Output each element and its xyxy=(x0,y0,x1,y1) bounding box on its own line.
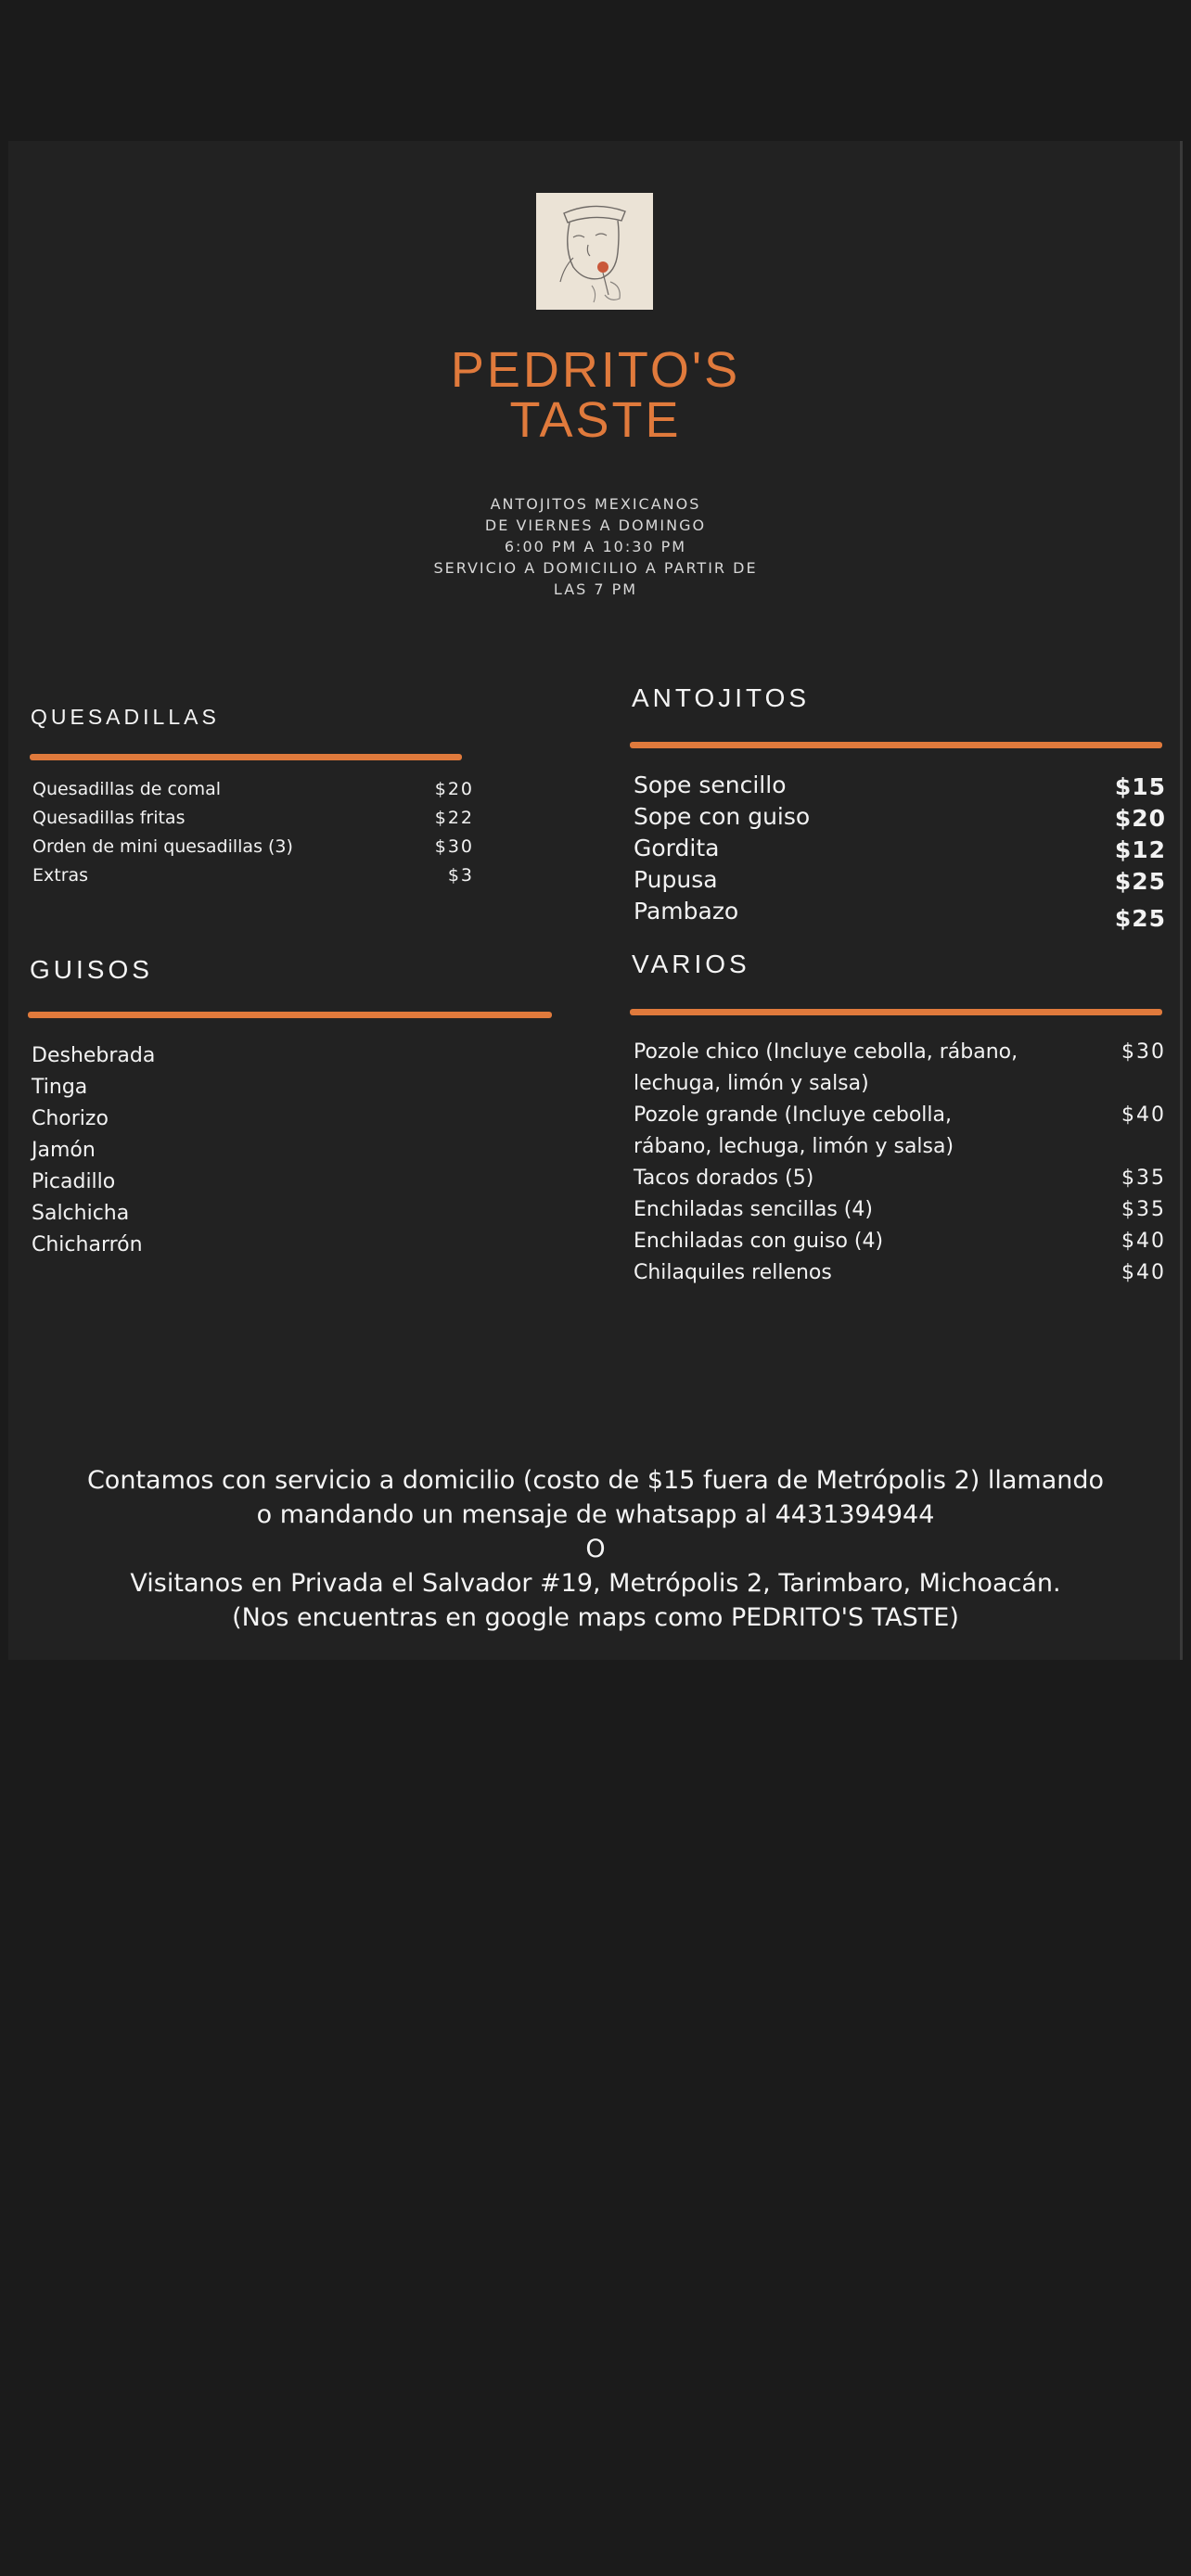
guisos-list xyxy=(32,1044,403,1265)
menu-item xyxy=(634,1037,1166,1100)
menu-item xyxy=(634,1163,1166,1194)
guisos-divider xyxy=(28,1012,552,1018)
footer-line: Visitanos en Privada el Salvador #19, Metrópolis 2, Tarimbaro, Michoacán. xyxy=(130,1569,1061,1598)
varios-title: VARIOS xyxy=(632,950,750,978)
footer-line: O xyxy=(585,1535,606,1563)
item-name: Pozole grande (Incluye cebolla, rábano, lechuga, limón y salsa) xyxy=(634,1103,954,1158)
item-price: $25 xyxy=(1114,868,1166,895)
item-name: Pupusa xyxy=(634,866,718,893)
item-name: Pambazo xyxy=(634,898,739,925)
info-line: 6:00 PM A 10:30 PM xyxy=(504,538,687,555)
menu-item xyxy=(32,808,474,836)
menu-item xyxy=(634,1257,1166,1289)
list-item: Tinga xyxy=(32,1076,88,1099)
list-item: Deshebrada xyxy=(32,1044,156,1067)
quesadillas-list xyxy=(32,779,474,894)
delivery-info xyxy=(8,1463,1183,1635)
guisos-title: GUISOS xyxy=(30,955,153,984)
list-item: Picadillo xyxy=(32,1170,116,1193)
menu-item xyxy=(634,898,1166,932)
info-line: LAS 7 PM xyxy=(553,580,638,598)
menu-item xyxy=(634,1194,1166,1226)
antojitos-divider xyxy=(630,742,1162,748)
item-price: $25 xyxy=(1114,905,1166,932)
logo-illustration xyxy=(536,193,653,310)
list-item: Chicharrón xyxy=(32,1233,143,1256)
item-price: $22 xyxy=(434,808,474,828)
item-price: $20 xyxy=(1114,805,1166,832)
item-price: $15 xyxy=(1114,773,1166,800)
antojitos-title: ANTOJITOS xyxy=(632,683,811,712)
list-item: Jamón xyxy=(32,1139,96,1162)
brand-name xyxy=(8,342,1183,448)
info-line: DE VIERNES A DOMINGO xyxy=(484,516,707,534)
list-item: Chorizo xyxy=(32,1107,109,1130)
footer-line: Contamos con servicio a domicilio (costo de $15 fuera de Metrópolis 2) llamando xyxy=(86,1466,1105,1495)
menu-item xyxy=(634,1100,1166,1163)
menu-item xyxy=(634,772,1166,803)
item-name: Extras xyxy=(32,865,89,886)
item-name: Enchiladas sencillas (4) xyxy=(634,1198,873,1221)
item-price: $3 xyxy=(447,865,474,886)
item-name: Orden de mini quesadillas (3) xyxy=(32,836,293,857)
info-line: SERVICIO A DOMICILIO A PARTIR DE xyxy=(433,559,758,577)
item-name: Pozole chico (Incluye cebolla, rábano, lechuga, limón y salsa) xyxy=(634,1040,1018,1095)
list-item: Salchicha xyxy=(32,1202,130,1225)
menu-item xyxy=(32,779,474,808)
item-price: $35 xyxy=(1121,1167,1166,1190)
item-name: Quesadillas fritas xyxy=(32,808,186,828)
item-name: Enchiladas con guiso (4) xyxy=(634,1230,884,1253)
menu-item xyxy=(634,866,1166,898)
item-price: $40 xyxy=(1121,1261,1166,1284)
varios-list xyxy=(634,1037,1166,1289)
menu-card xyxy=(8,141,1183,1660)
menu-item xyxy=(32,865,474,894)
antojitos-list xyxy=(634,772,1166,932)
footer-line: (Nos encuentras en google maps como PEDRITO'S TASTE) xyxy=(232,1603,959,1632)
item-name: Gordita xyxy=(634,835,720,861)
varios-divider xyxy=(630,1009,1162,1015)
quesadillas-divider xyxy=(30,754,462,760)
menu-item xyxy=(634,803,1166,835)
item-price: $40 xyxy=(1121,1103,1166,1127)
item-name: Sope sencillo xyxy=(634,772,787,798)
footer-line: o mandando un mensaje de whatsapp al 4431394944 xyxy=(256,1500,935,1529)
item-price: $12 xyxy=(1114,836,1166,863)
business-info xyxy=(8,493,1183,600)
brand-line-2: TASTE xyxy=(509,392,682,448)
item-price: $35 xyxy=(1121,1198,1166,1221)
item-price: $30 xyxy=(434,836,474,857)
item-price: $20 xyxy=(434,779,474,799)
item-price: $30 xyxy=(1121,1040,1166,1064)
info-line: ANTOJITOS MEXICANOS xyxy=(490,495,701,513)
item-name: Tacos dorados (5) xyxy=(634,1167,814,1190)
menu-item xyxy=(634,835,1166,866)
item-name: Sope con guiso xyxy=(634,803,811,830)
brand-line-1: PEDRITO'S xyxy=(450,342,741,398)
item-price: $40 xyxy=(1121,1230,1166,1253)
item-name: Chilaquiles rellenos xyxy=(634,1261,832,1284)
menu-item xyxy=(634,1226,1166,1257)
menu-item xyxy=(32,836,474,865)
quesadillas-title: QUESADILLAS xyxy=(31,705,220,729)
item-name: Quesadillas de comal xyxy=(32,779,221,799)
